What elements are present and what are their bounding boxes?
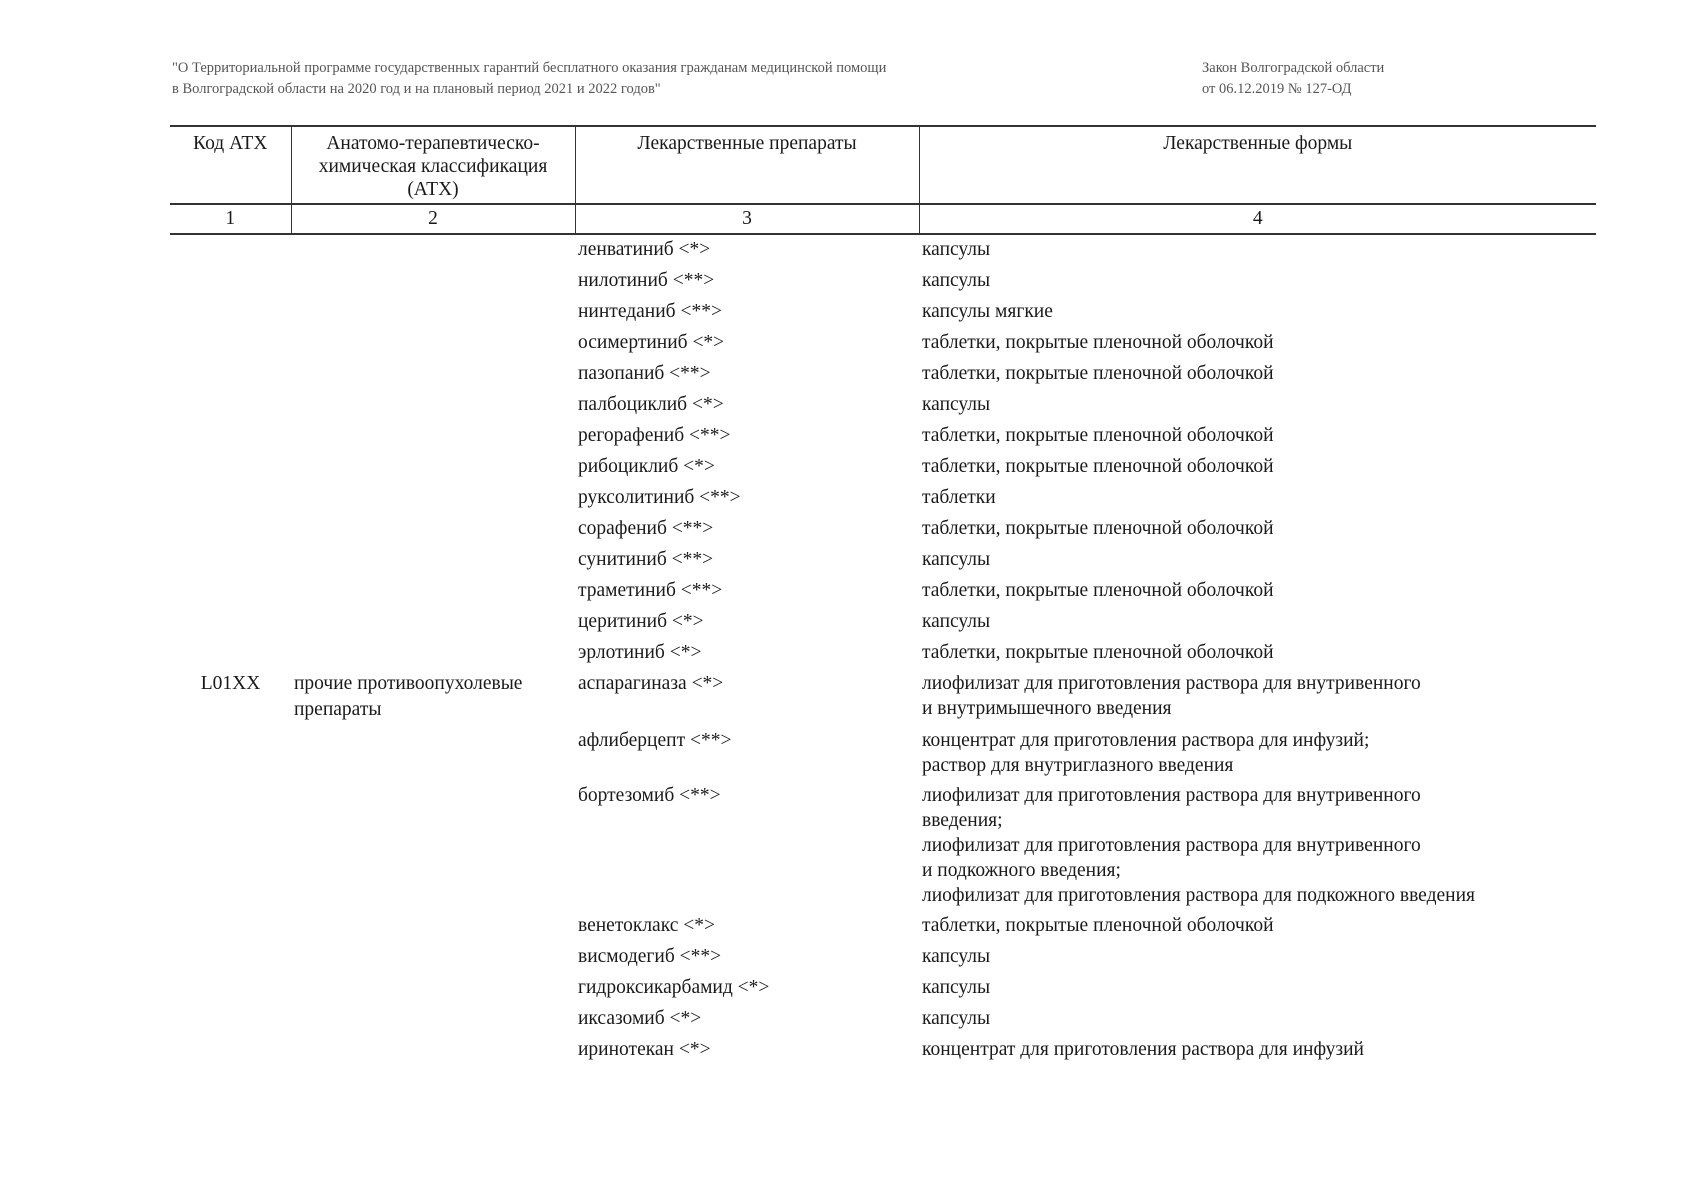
dosage-form-line: таблетки, покрытые пленочной оболочкой [922,915,1274,936]
column-header-drugs: Лекарственные препараты [575,126,919,204]
table-row [170,359,1596,390]
table-body [170,234,1596,1066]
drug-name: сунитиниб <**> [578,549,714,570]
atc-code-cell [170,911,291,942]
atc-classification-cell [291,607,575,638]
atc-classification-cell [291,669,575,726]
table-row [170,942,1596,973]
table-row [170,726,1596,781]
atc-code-cell [170,638,291,669]
dosage-form-line: лиофилизат для приготовления раствора для подкожного введения [922,885,1475,906]
atc-code-cell [170,1004,291,1035]
column-number-row [170,204,1596,234]
header-left-line-1: "О Территориальной программе государственных гарантий бесплатного оказания гражданам медицинской помощи [172,60,887,76]
drug-name: руксолитиниб <**> [578,487,741,508]
atc-code-cell [170,359,291,390]
table-row [170,297,1596,328]
dosage-forms-cell [919,359,1596,390]
dosage-form-line: введения; [922,810,1003,831]
dosage-forms-cell [919,545,1596,576]
dosage-forms-cell [919,297,1596,328]
atc-classification-cell [291,452,575,483]
dosage-form-line: лиофилизат для приготовления раствора для внутривенного [922,835,1421,856]
dosage-form-line: таблетки, покрытые пленочной оболочкой [922,363,1274,384]
atc-code-cell [170,514,291,545]
drug-name: ленватиниб <*> [578,239,711,260]
atc-classification-cell [291,942,575,973]
dosage-form-line: капсулы [922,270,991,291]
atc-code-cell [170,726,291,781]
atc-code-cell [170,669,291,726]
atc-classification-cell [291,328,575,359]
atc-classification-cell [291,483,575,514]
table-row [170,911,1596,942]
atc-code-cell [170,545,291,576]
dosage-form-line: раствор для внутриглазного введения [922,755,1234,776]
table-row [170,607,1596,638]
table-row [170,1004,1596,1035]
atc-code-cell [170,266,291,297]
dosage-form-line: таблетки, покрытые пленочной оболочкой [922,425,1274,446]
atc-classification-cell [291,911,575,942]
dosage-form-line: концентрат для приготовления раствора для инфузий [922,1039,1364,1060]
dosage-form-line: таблетки, покрытые пленочной оболочкой [922,580,1274,601]
column-number: 2 [291,204,575,234]
dosage-forms-cell [919,514,1596,545]
table-row [170,421,1596,452]
atc-code-cell [170,1035,291,1066]
drug-name: венетоклакс <*> [578,915,715,936]
table-row [170,638,1596,669]
dosage-forms-cell [919,607,1596,638]
atc-classification-cell [291,1004,575,1035]
column-header-dosage-forms: Лекарственные формы [919,126,1596,204]
atc-classification-cell [291,266,575,297]
drug-name: осимертиниб <*> [578,332,725,353]
column-number: 3 [575,204,919,234]
atc-code-cell [170,234,291,266]
drug-name: гидроксикарбамид <*> [578,977,770,998]
dosage-forms-cell [919,328,1596,359]
dosage-form-line: капсулы [922,394,991,415]
atc-code-cell [170,781,291,911]
drug-name: аспарагиназа <*> [578,673,724,694]
dosage-form-line: и внутримышечного введения [922,698,1172,719]
atc-classification-cell [291,1035,575,1066]
table-row [170,781,1596,911]
drug-name: траметиниб <**> [578,580,723,601]
table-row [170,483,1596,514]
table-row [170,452,1596,483]
drug-name: церитиниб <*> [578,611,704,632]
dosage-forms-cell [919,669,1596,726]
drug-name: эрлотиниб <*> [578,642,702,663]
header-right-line-2: от 06.12.2019 № 127-ОД [1202,81,1352,97]
dosage-form-line: лиофилизат для приготовления раствора для внутривенного [922,785,1421,806]
dosage-forms-cell [919,638,1596,669]
atc-code-cell [170,942,291,973]
atc-classification-cell [291,421,575,452]
dosage-forms-cell [919,483,1596,514]
document-title [172,58,1012,100]
table-row [170,514,1596,545]
dosage-form-line: капсулы [922,549,991,570]
law-reference [1202,58,1502,100]
dosage-form-line: капсулы мягкие [922,301,1053,322]
dosage-form-line: капсулы [922,1008,991,1029]
atc-code-cell [170,328,291,359]
drug-name: бортезомиб <**> [578,785,721,806]
dosage-forms-cell [919,576,1596,607]
dosage-forms-cell [919,726,1596,781]
dosage-form-line: капсулы [922,946,991,967]
atc-code: L01XX [200,673,261,694]
atc-classification-cell [291,576,575,607]
atc-code-cell [170,421,291,452]
drug-name: пазопаниб <**> [578,363,711,384]
dosage-forms-cell [919,1004,1596,1035]
table-row [170,669,1596,726]
dosage-form-line: лиофилизат для приготовления раствора для внутривенного [922,673,1421,694]
drug-name: рибоциклиб <*> [578,456,715,477]
atc-classification-cell [291,514,575,545]
atc-classification-cell [291,973,575,1004]
dosage-form-line: таблетки, покрытые пленочной оболочкой [922,332,1274,353]
atc-classification-cell [291,638,575,669]
dosage-form-line: капсулы [922,611,991,632]
column-number: 1 [170,204,291,234]
column-header-atc-code: Код АТХ [170,126,291,204]
column-header-atc-classification: Анатомо-терапевтическо-химическая классификация (АТХ) [291,126,575,204]
atc-classification-cell [291,297,575,328]
atc-classification-cell [291,726,575,781]
header-right-line-1: Закон Волгоградской области [1202,60,1385,76]
dosage-forms-cell [919,911,1596,942]
table-header-row [170,126,1596,204]
atc-code-cell [170,452,291,483]
atc-code-cell [170,607,291,638]
drug-name: нинтеданиб <**> [578,301,722,322]
dosage-form-line: таблетки, покрытые пленочной оболочкой [922,456,1274,477]
drug-name: афлиберцепт <**> [578,730,732,751]
dosage-form-line: капсулы [922,239,991,260]
atc-classification-cell [291,234,575,266]
drug-name: регорафениб <**> [578,425,731,446]
dosage-form-line: таблетки, покрытые пленочной оболочкой [922,518,1274,539]
table-row [170,576,1596,607]
atc-classification-cell [291,781,575,911]
table-row [170,545,1596,576]
atc-classification-cell [291,390,575,421]
dosage-form-line: таблетки [922,487,996,508]
drug-name: палбоциклиб <*> [578,394,724,415]
atc-classification-cell [291,359,575,390]
page-header [172,58,1517,102]
table-row [170,328,1596,359]
dosage-forms-cell [919,1035,1596,1066]
dosage-forms-cell [919,266,1596,297]
dosage-forms-cell [919,942,1596,973]
drug-name: висмодегиб <**> [578,946,722,967]
table-row [170,234,1596,266]
atc-classification: прочие противоопухолевые препараты [294,673,523,720]
dosage-forms-cell [919,973,1596,1004]
drug-name: нилотиниб <**> [578,270,715,291]
dosage-form-line: капсулы [922,977,991,998]
table-row [170,1035,1596,1066]
dosage-forms-cell [919,452,1596,483]
drug-name: сорафениб <**> [578,518,714,539]
drug-name: иксазомиб <*> [578,1008,702,1029]
drug-name: иринотекан <*> [578,1039,711,1060]
dosage-form-line: и подкожного введения; [922,860,1121,881]
dosage-forms-cell [919,421,1596,452]
atc-code-cell [170,297,291,328]
dosage-forms-cell [919,781,1596,911]
table-row [170,973,1596,1004]
atc-code-cell [170,390,291,421]
atc-classification-cell [291,545,575,576]
atc-code-cell [170,576,291,607]
table-row [170,266,1596,297]
header-left-line-2: в Волгоградской области на 2020 год и на плановый период 2021 и 2022 годов" [172,81,661,97]
drug-table [170,125,1596,1066]
dosage-forms-cell [919,234,1596,266]
dosage-forms-cell [919,390,1596,421]
table-row [170,390,1596,421]
atc-code-cell [170,973,291,1004]
column-number: 4 [919,204,1596,234]
dosage-form-line: таблетки, покрытые пленочной оболочкой [922,642,1274,663]
dosage-form-line: концентрат для приготовления раствора для инфузий; [922,730,1370,751]
atc-code-cell [170,483,291,514]
